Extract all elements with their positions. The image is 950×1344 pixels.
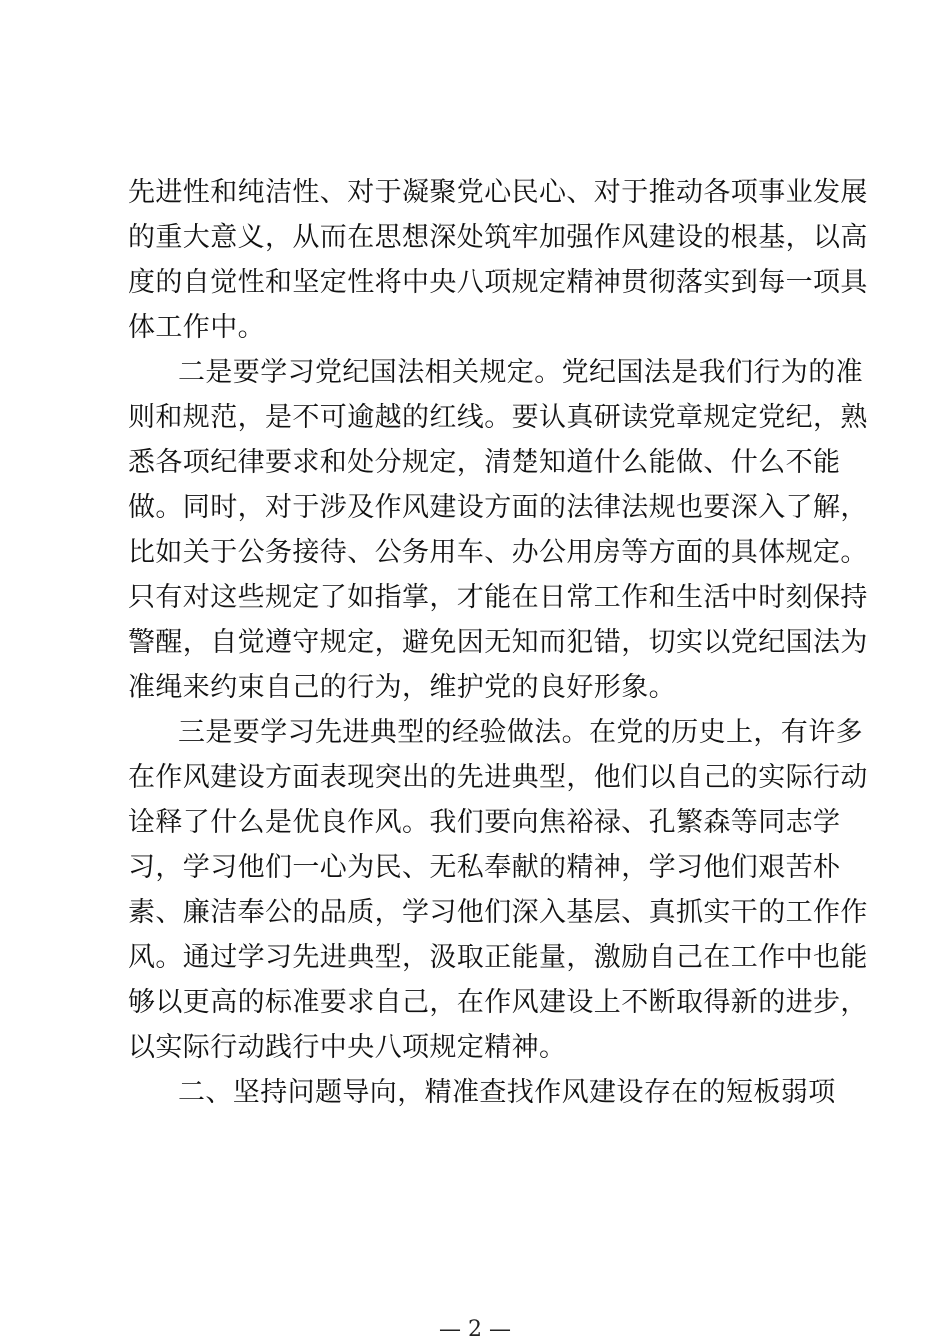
text-line: 警醒，自觉遵守规定，避免因无知而犯错，切实以党纪国法为 [128,627,868,658]
text-line: 悉各项纪律要求和处分规定，清楚知道什么能做、什么不能 [128,447,841,478]
page-number: — 2 — [439,1317,511,1342]
paragraph-start-line: 二是要学习党纪国法相关规定。党纪国法是我们行为的准 [178,357,863,388]
text-line: 准绳来约束自己的行为，维护党的良好形象。 [128,672,676,703]
text-line: 诠释了什么是优良作风。我们要向焦裕禄、孔繁森等同志学 [128,807,841,838]
section-heading: 二、坚持问题导向，精准查找作风建设存在的短板弱项 [178,1077,836,1108]
text-line: 只有对这些规定了如指掌，才能在日常工作和生活中时刻保持 [128,582,868,613]
text-line: 先进性和纯洁性、对于凝聚党心民心、对于推动各项事业发展 [128,177,868,208]
text-line: 做。同时，对于涉及作风建设方面的法律法规也要深入了解， [128,492,868,523]
text-line: 习，学习他们一心为民、无私奉献的精神，学习他们艰苦朴 [128,852,841,883]
text-line: 以实际行动践行中央八项规定精神。 [128,1032,567,1063]
paragraph-start-line: 三是要学习先进典型的经验做法。在党的历史上，有许多 [178,717,863,748]
text-line: 的重大意义，从而在思想深处筑牢加强作风建设的根基，以高 [128,222,868,253]
text-line: 素、廉洁奉公的品质，学习他们深入基层、真抓实干的工作作 [128,897,868,928]
text-line: 体工作中。 [128,312,265,343]
text-line: 比如关于公务接待、公务用车、办公用房等方面的具体规定。 [128,537,868,568]
text-line: 风。通过学习先进典型，汲取正能量，激励自己在工作中也能 [128,942,868,973]
text-line: 在作风建设方面表现突出的先进典型，他们以自己的实际行动 [128,762,868,793]
text-line: 则和规范，是不可逾越的红线。要认真研读党章规定党纪，熟 [128,402,868,433]
text-line: 度的自觉性和坚定性将中央八项规定精神贯彻落实到每一项具 [128,267,868,298]
text-line: 够以更高的标准要求自己，在作风建设上不断取得新的进步， [128,987,868,1018]
